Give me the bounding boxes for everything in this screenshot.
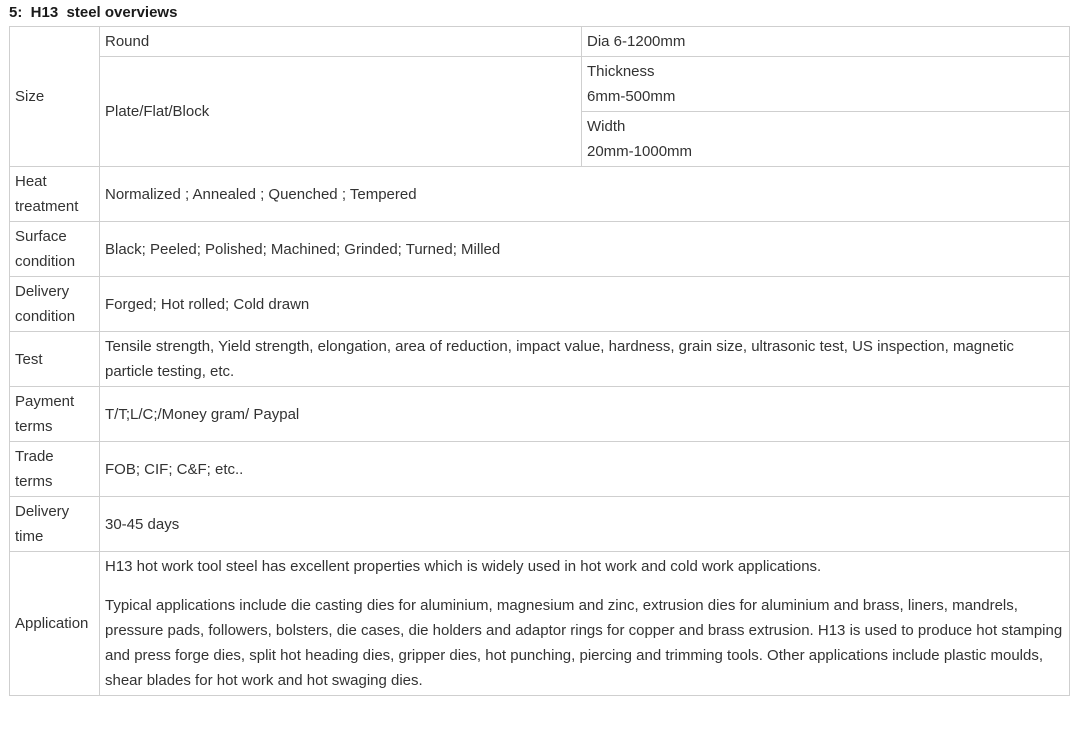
row-label-line: Delivery	[15, 503, 70, 520]
row-label-cell	[10, 387, 100, 442]
row-label-line: Payment	[15, 393, 75, 410]
table-row-surface-condition	[10, 222, 1070, 277]
row-label-cell	[10, 167, 100, 222]
row-label-line: Heat	[15, 173, 47, 190]
row-value-cell: Forged; Hot rolled; Cold drawn	[100, 277, 1070, 332]
application-value-cell	[100, 552, 1070, 696]
row-label-line: terms	[15, 473, 53, 490]
row-label-line: Surface	[15, 228, 67, 245]
row-value-cell: Tensile strength, Yield strength, elongation, area of reduction, impact value, hardness, grain size, ultrasonic test, US inspection, magnetic particle testing, etc.	[100, 332, 1070, 387]
row-label-line: condition	[15, 253, 76, 270]
row-label-line: Delivery	[15, 283, 70, 300]
steel-overview-table	[9, 26, 1070, 696]
row-value-cell: FOB; CIF; C&F; etc..	[100, 442, 1070, 497]
row-label-cell	[10, 222, 100, 277]
row-label-line: condition	[15, 308, 76, 325]
table-row-delivery-time	[10, 497, 1070, 552]
thickness-label: Thickness	[587, 63, 655, 80]
table-row-application	[10, 552, 1070, 696]
row-value-cell: 30-45 days	[100, 497, 1070, 552]
row-value-cell: Black; Peeled; Polished; Machined; Grinded; Turned; Milled	[100, 222, 1070, 277]
row-label-line: treatment	[15, 198, 79, 215]
row-label-cell	[10, 277, 100, 332]
application-paragraph: Typical applications include die casting dies for aluminium, magnesium and zinc, extrusion dies for aluminium and brass, liners, mandrels, pressure pads, followers, bolsters, die cases, die holders and adaptor rings for copper and brass extrusion. H13 is used to produce hot stamping and press forge dies, split hot heading dies, gripper dies, hot punching, piercing and trimming tools. Other applications include plastic moulds, shear blades for hot work and hot swaging dies.	[105, 597, 1063, 689]
application-label-cell: Application	[10, 552, 100, 696]
round-value-cell: Dia 6-1200mm	[582, 27, 1070, 57]
table-row-size-round	[10, 27, 1070, 57]
size-label-cell: Size	[10, 27, 100, 167]
row-label-cell	[10, 442, 100, 497]
table-row-delivery-condition	[10, 277, 1070, 332]
plate-label-cell: Plate/Flat/Block	[100, 57, 582, 167]
row-value-cell: T/T;L/C;/Money gram/ Paypal	[100, 387, 1070, 442]
application-paragraph: H13 hot work tool steel has excellent properties which is widely used in hot work and cold work applications.	[105, 558, 822, 575]
thickness-cell	[582, 57, 1070, 112]
table-row-size-thickness	[10, 57, 1070, 112]
row-label-line: Trade	[15, 448, 54, 465]
width-label: Width	[587, 118, 626, 135]
row-label-line: terms	[15, 418, 53, 435]
row-label-line: time	[15, 528, 44, 545]
width-cell	[582, 112, 1070, 167]
round-label-cell: Round	[100, 27, 582, 57]
row-value-cell: Normalized ; Annealed ; Quenched ; Tempered	[100, 167, 1070, 222]
table-row-payment-terms	[10, 387, 1070, 442]
section-heading: 5: H13 steel overviews	[9, 4, 178, 21]
thickness-value: 6mm-500mm	[587, 88, 676, 105]
table-row-test	[10, 332, 1070, 387]
row-label-cell	[10, 497, 100, 552]
width-value: 20mm-1000mm	[587, 143, 693, 160]
table-row-heat-treatment	[10, 167, 1070, 222]
row-label-cell: Test	[10, 332, 100, 387]
table-row-trade-terms	[10, 442, 1070, 497]
